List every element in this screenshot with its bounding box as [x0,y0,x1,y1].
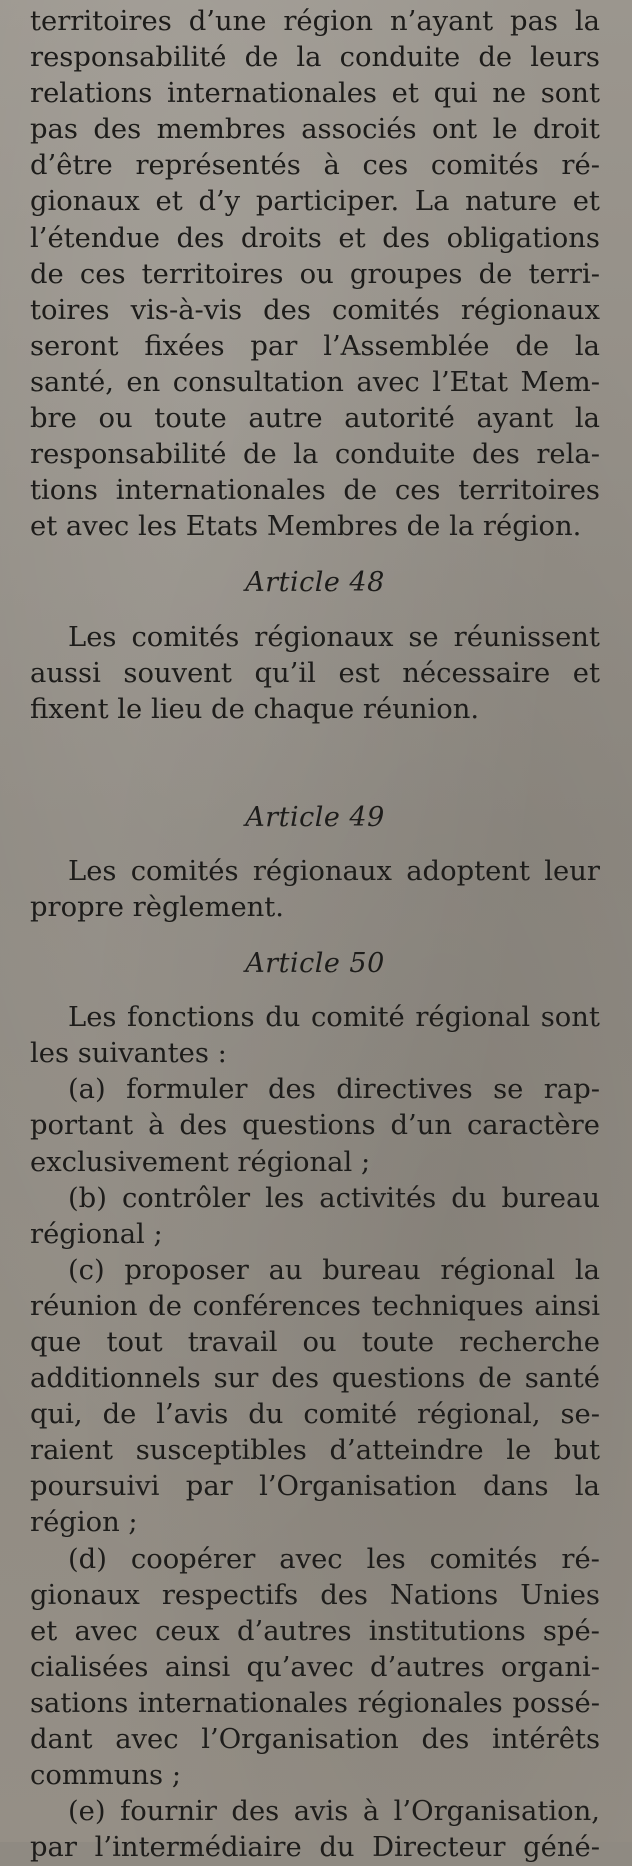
text-line: tions internationales de ces territoires [30,475,600,507]
text-line: (b) contrôler les activités du bureau [68,1182,600,1214]
document-body [30,4,600,1866]
text-line: (e) fournir des avis à l’Organisation, [68,1796,600,1828]
text-line: gionaux et d’y participer. La nature et [30,186,600,218]
text-line: Les comités régionaux se réunissent [68,621,600,653]
text-line: gionaux respectifs des Nations Unies [30,1579,600,1611]
text-line: relations internationales et qui ne sont [30,78,600,110]
text-line: que tout travail ou toute recherche [30,1327,600,1358]
text-line: d’être représentés à ces comités ré- [30,150,600,182]
text-line: responsabilité de la conduite des rela- [30,439,600,471]
article-heading: Article 48 [245,567,385,599]
text-line: Les comités régionaux adoptent leur [68,855,600,887]
text-line: propre règlement. [30,891,285,923]
text-line: qui, de l’avis du comité régional, se- [30,1399,600,1431]
text-line: et avec ceux d’autres institutions spé- [30,1615,600,1647]
text-line: portant à des questions d’un caractère [30,1110,600,1142]
text-line: bre ou toute autre autorité ayant la [30,403,600,435]
text-line: exclusivement régional ; [30,1146,371,1178]
text-line: fixent le lieu de chaque réunion. [30,693,480,725]
text-line: dant avec l’Organisation des intérêts [30,1724,600,1756]
text-line: toires vis-à-vis des comités régionaux [30,294,600,326]
text-line: raient susceptibles d’atteindre le but [30,1435,600,1467]
text-line: cialisées ainsi qu’avec d’autres organi- [30,1651,600,1683]
text-line: santé, en consultation avec l’Etat Mem- [30,366,600,398]
text-line: et avec les Etats Membres de la région. [30,511,582,543]
text-line: réunion de conférences techniques ainsi [30,1290,600,1322]
text-line: (a) formuler des directives se rap- [68,1074,600,1106]
text-line: communs ; [30,1760,182,1792]
article-heading: Article 49 [245,801,385,833]
text-line: (c) proposer au bureau régional la [68,1254,600,1286]
text-line: responsabilité de la conduite de leurs [30,42,600,74]
text-line: par l’intermédiaire du Directeur géné- [30,1832,600,1864]
text-line: région ; [30,1507,138,1539]
text-line: régional ; [30,1218,163,1250]
text-line: (d) coopérer avec les comités ré- [68,1543,600,1575]
text-line: Les fonctions du comité régional sont [68,1002,600,1034]
text-line: additionnels sur des questions de santé [30,1363,600,1395]
text-line: l’étendue des droits et des obligations [30,222,600,254]
text-line: seront fixées par l’Assemblée de la [30,330,600,362]
article-heading: Article 50 [245,948,385,980]
text-line: territoires d’une région n’ayant pas la [30,6,600,37]
text-line: aussi souvent qu’il est nécessaire et [30,657,600,689]
text-line: sations internationales régionales possé- [30,1687,600,1719]
text-line: les suivantes : [30,1038,227,1070]
text-line: de ces territoires ou groupes de terri- [30,258,600,290]
text-line: pas des membres associés ont le droit [30,114,600,146]
text-line: poursuivi par l’Organisation dans la [30,1471,600,1503]
